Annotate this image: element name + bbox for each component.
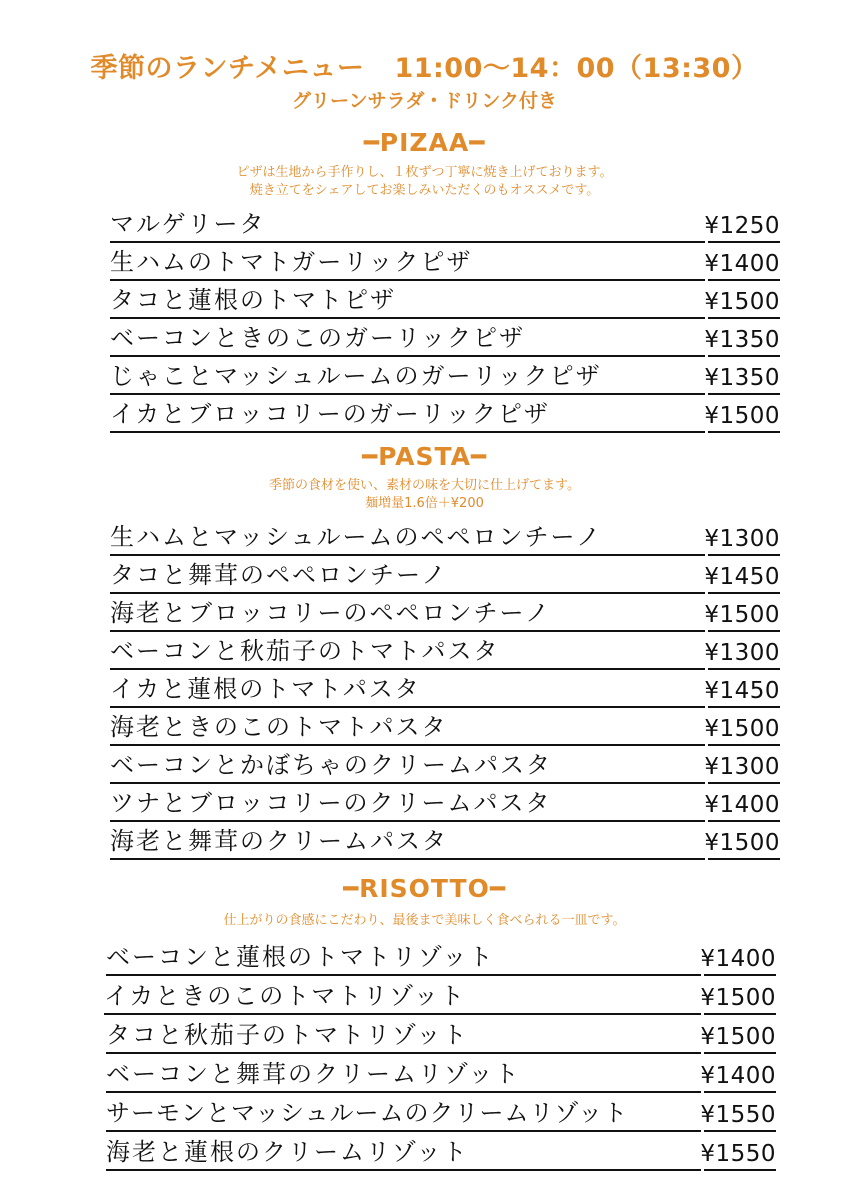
menu-item — [104, 979, 776, 1015]
menu-item — [110, 397, 780, 433]
item-price: ¥1550 — [700, 1141, 776, 1167]
item-name: タコと舞茸のペペロンチーノ — [110, 561, 448, 589]
menu-item — [106, 1018, 776, 1054]
pasta-heading: ━PASTA━ — [362, 442, 487, 471]
item-price: ¥1450 — [704, 678, 780, 704]
item-price: ¥1400 — [700, 1063, 776, 1089]
menu-item — [106, 940, 776, 976]
item-price: ¥1400 — [700, 946, 776, 972]
item-name: タコと秋茄子のトマトリゾット — [106, 1021, 469, 1049]
item-name: マルゲリータ — [110, 210, 266, 238]
pizza-description — [0, 164, 849, 200]
pizza-heading: ━PIZAA━ — [363, 128, 486, 157]
item-name: ベーコンと舞茸のクリームリゾット — [106, 1060, 521, 1088]
risotto-desc-line1: 仕上がりの食感にこだわり、最後まで美味しく食べられる一皿です。 — [223, 913, 626, 928]
pizza-heading-label: PIZAA — [379, 128, 470, 157]
menu-item — [106, 1135, 776, 1171]
item-price: ¥1500 — [704, 716, 780, 742]
item-price: ¥1550 — [700, 1102, 776, 1128]
risotto-description — [0, 912, 849, 930]
item-price: ¥1500 — [704, 602, 780, 628]
pasta-desc-line1: 季節の食材を使い、素材の味を大切に仕上げてます。 — [269, 478, 580, 493]
item-name: イカとブロッコリーのガーリックピザ — [110, 400, 550, 428]
item-price: ¥1300 — [704, 754, 780, 780]
risotto-heading-label: RISOTTO — [359, 874, 490, 903]
item-name: タコと蓮根のトマトピザ — [110, 286, 396, 314]
item-price: ¥1300 — [704, 640, 780, 666]
menu-item — [110, 748, 780, 784]
menu-item — [110, 596, 780, 632]
risotto-heading: ━RISOTTO━ — [343, 874, 506, 903]
menu-item — [110, 824, 780, 860]
menu-item — [110, 710, 780, 746]
pasta-description — [0, 477, 849, 513]
item-price: ¥1500 — [704, 830, 780, 856]
item-name: 生ハムとマッシュルームのペペロンチーノ — [110, 523, 603, 551]
item-price: ¥1400 — [704, 251, 780, 277]
menu-item — [110, 283, 780, 319]
item-name: イカときのこのトマトリゾット — [104, 982, 466, 1010]
item-name: 海老と舞茸のクリームパスタ — [110, 827, 448, 855]
item-name: ツナとブロッコリーのクリームパスタ — [110, 789, 552, 817]
item-name: ベーコンと秋茄子のトマトパスタ — [110, 637, 500, 665]
pasta-heading-label: PASTA — [378, 442, 471, 471]
pizza-desc-line2: 焼き立てをシェアしてお楽しみいただくのもオススメです。 — [249, 183, 600, 198]
menu-item — [110, 321, 780, 357]
item-name: じゃことマッシュルームのガーリックピザ — [110, 362, 602, 390]
menu-item — [110, 359, 780, 395]
pasta-desc-line2: 麺増量1.6倍＋¥200 — [365, 496, 484, 511]
item-price: ¥1500 — [704, 289, 780, 315]
menu-item — [110, 520, 780, 556]
menu-item — [110, 786, 780, 822]
item-price: ¥1500 — [704, 403, 780, 429]
item-price: ¥1350 — [704, 365, 780, 391]
menu-item — [110, 245, 780, 281]
pizza-desc-line1: ピザは生地から手作りし、１枚ずつ丁寧に焼き上げております。 — [236, 165, 613, 180]
item-name: ベーコンと蓮根のトマトリゾット — [106, 943, 495, 971]
item-name: ベーコンとかぼちゃのクリームパスタ — [110, 751, 552, 779]
item-name: 生ハムのトマトガーリックピザ — [110, 248, 473, 276]
item-name: イカと蓮根のトマトパスタ — [110, 675, 421, 703]
item-name: ベーコンときのこのガーリックピザ — [110, 324, 526, 352]
item-price: ¥1500 — [700, 985, 776, 1011]
item-price: ¥1500 — [700, 1024, 776, 1050]
menu-title: 季節のランチメニュー — [90, 53, 365, 84]
item-name: 海老と蓮根のクリームリゾット — [106, 1138, 469, 1166]
item-price: ¥1250 — [704, 213, 780, 239]
menu-item — [110, 207, 780, 243]
item-name: 海老とブロッコリーのペペロンチーノ — [110, 599, 552, 627]
page-subtitle: グリーンサラダ・ドリンク付き — [291, 90, 558, 112]
item-name: 海老ときのこのトマトパスタ — [110, 713, 448, 741]
item-price: ¥1300 — [704, 526, 780, 552]
item-price: ¥1450 — [704, 564, 780, 590]
page-title — [0, 46, 849, 85]
lunch-hours: 11:00〜14：00（13:30） — [394, 53, 759, 84]
menu-item — [106, 1057, 776, 1093]
item-price: ¥1350 — [704, 327, 780, 353]
menu-item — [110, 634, 780, 670]
item-name: サーモンとマッシュルームのクリームリゾット — [106, 1099, 629, 1127]
menu-item — [106, 1096, 776, 1132]
item-price: ¥1400 — [704, 792, 780, 818]
menu-item — [110, 672, 780, 708]
menu-item — [110, 558, 780, 594]
